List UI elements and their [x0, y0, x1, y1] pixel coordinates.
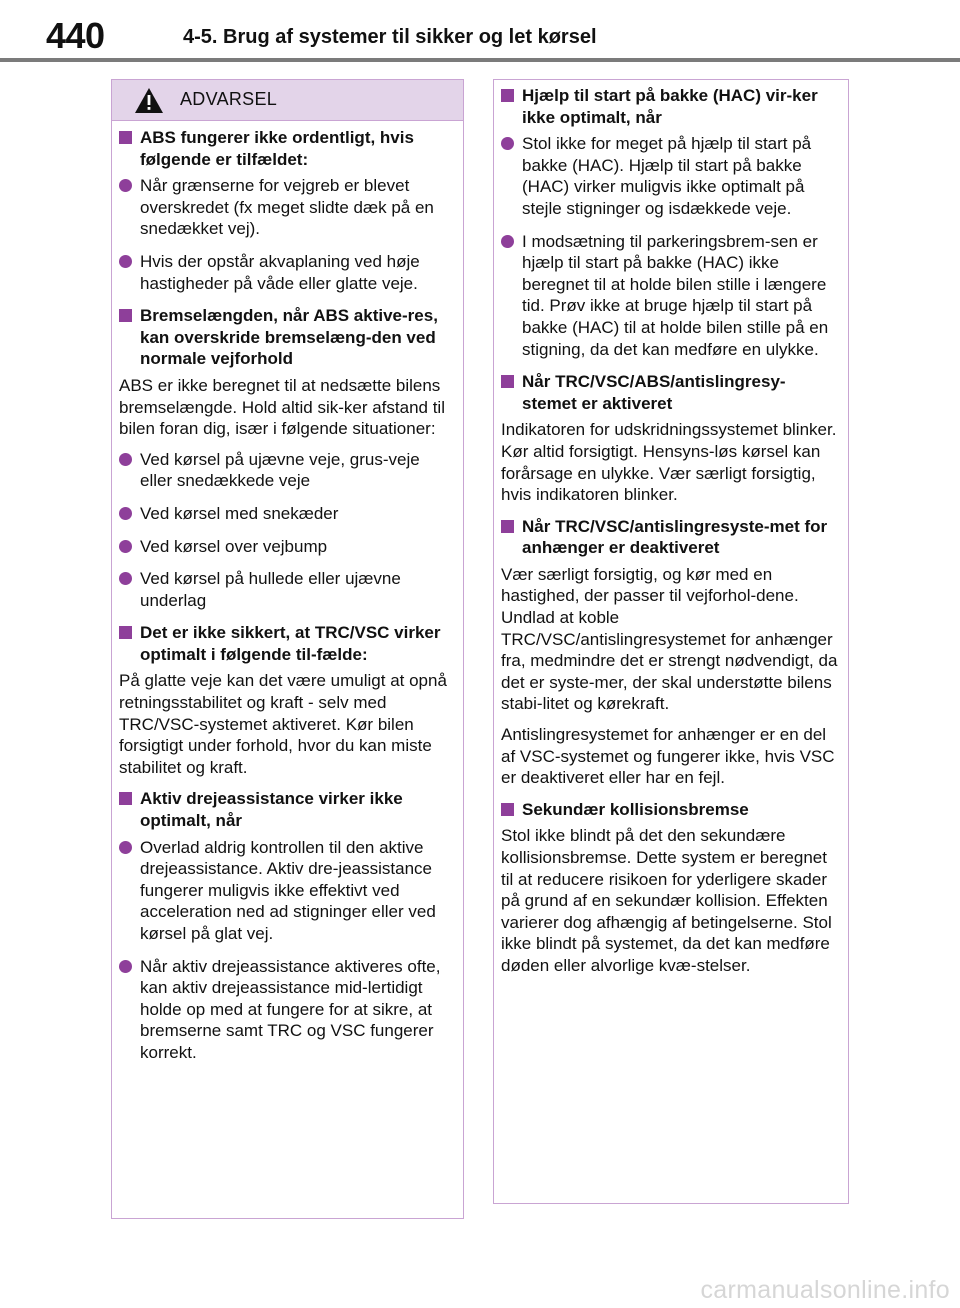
paragraph: Indikatoren for udskridningssystemet blinker. Kør altid forsigtigt. Hensyns-løs kørsel kan forårsage en ulykke. Vær særligt forsigtig, hvis indikatoren blinker. [501, 420, 837, 505]
page-header [0, 0, 960, 62]
paragraph: Antislingresystemet for anhænger er en del af VSC-systemet og fungerer ikke, hvis VSC er deaktiveret eller har en fejl. [501, 725, 835, 788]
paragraph: På glatte veje kan det være umuligt at opnå retningsstabilitet og kraft - selv med TRC/VSC-systemet aktiveret. Kør bilen forsigtigt under forhold, hvor du kan miste stabilitet og kraft. [119, 671, 447, 777]
square-bullet-icon [501, 375, 514, 388]
section-heading: Når TRC/VSC/ABS/antislingresy-stemet er aktiveret [501, 371, 838, 414]
warning-box-continued [493, 79, 849, 1204]
section-trc-deactivated [501, 516, 838, 789]
warning-header [112, 80, 463, 121]
paragraph: Vær særligt forsigtig, og kør med en hastighed, der passer til vejforhol-dene. Undlad at koble TRC/VSC/antislingresystemet for anhænger fra, medmindre det er strengt nødvendigt, da det er syste-mer, der skal understøtte bilens stabi-litet og kørekraft. [501, 564, 838, 714]
section-hac [501, 85, 838, 360]
warning-body-right [494, 80, 848, 977]
list-item: Ved kørsel på hullede eller ujævne underlag [119, 568, 453, 611]
warning-triangle-icon [134, 87, 164, 114]
section-heading: Hjælp til start på bakke (HAC) vir-ker ikke optimalt, når [501, 85, 838, 128]
section-heading: Når TRC/VSC/antislingresyste-met for anhænger er deaktiveret [501, 516, 838, 559]
square-bullet-icon [501, 89, 514, 102]
list-item: Ved kørsel på ujævne veje, grus-veje eller snedækkede veje [119, 449, 453, 492]
square-bullet-icon [119, 309, 132, 322]
round-bullet-icon [119, 540, 132, 553]
list-item: Når aktiv drejeassistance aktiveres ofte, kan aktiv drejeassistance mid-lertidigt holde op med at fungere for at sikre, at bremserne samt TRC og VSC fungerer korrekt. [119, 956, 453, 1064]
paragraph: ABS er ikke beregnet til at nedsætte bilens bremselængde. Hold altid sik-ker afstand til bilen foran dig, især i følgende situationer: [119, 375, 445, 439]
section-heading: Det er ikke sikkert, at TRC/VSC virker optimalt i følgende til-fælde: [119, 622, 453, 665]
section-heading: Bremselængden, når ABS aktive-res, kan overskride bremselæng-den ved normale vejforhold [119, 305, 453, 370]
list-item: Overlad aldrig kontrollen til den aktive drejeassistance. Aktiv dre-jeassistance fungerer muligvis ikke effektivt ved acceleration ned ad stigninger eller ved kørsel på glat vej. [119, 837, 453, 945]
round-bullet-icon [119, 841, 132, 854]
section-secondary-brake [501, 799, 838, 977]
round-bullet-icon [501, 137, 514, 150]
watermark: carmanualsonline.info [700, 1276, 950, 1304]
square-bullet-icon [119, 131, 132, 144]
square-bullet-icon [119, 626, 132, 639]
list-item: Ved kørsel over vejbump [119, 536, 453, 558]
warning-box [111, 79, 464, 1219]
square-bullet-icon [501, 520, 514, 533]
list-item: Ved kørsel med snekæder [119, 503, 453, 525]
list-item: Hvis der opstår akvaplaning ved høje hastigheder på våde eller glatte veje. [119, 251, 453, 294]
square-bullet-icon [119, 792, 132, 805]
round-bullet-icon [119, 507, 132, 520]
list-item: I modsætning til parkeringsbrem-sen er hjælp til start på bakke (HAC) ikke beregnet til at holde bilen stille i længere tid. Prøv ikke at bruge hjælp til start på bakke (HAC) til at holde bilen stille på en stigning, da det kan medføre en ulykke. [501, 231, 838, 361]
section-brake-distance [119, 305, 453, 611]
round-bullet-icon [501, 235, 514, 248]
section-abs [119, 127, 453, 294]
round-bullet-icon [119, 453, 132, 466]
warning-title: ADVARSEL [180, 89, 278, 109]
section-trc-vsc [119, 622, 453, 778]
round-bullet-icon [119, 572, 132, 585]
header-rule [0, 58, 960, 62]
warning-body-left [112, 121, 463, 1064]
page-number: 440 [46, 15, 105, 56]
section-heading: Aktiv drejeassistance virker ikke optimalt, når [119, 788, 453, 831]
round-bullet-icon [119, 960, 132, 973]
paragraph: Stol ikke blindt på det den sekundære kollisionsbremse. Dette system er beregnet til at reducere risikoen for yderligere skader på grund af en sekundær kollision. Effekten varierer dog afhængig af betingelserne. Stol ikke blindt på systemet, da det kan medføre døden eller alvorlige kvæ-stelser. [501, 826, 832, 975]
section-active-cornering [119, 788, 453, 1063]
chapter-title: 4-5. Brug af systemer til sikker og let kørsel [183, 26, 597, 48]
section-trc-active [501, 371, 838, 506]
square-bullet-icon [501, 803, 514, 816]
list-item: Når grænserne for vejgreb er blevet overskredet (fx meget slidte dæk på en snedækket vej). [119, 175, 453, 240]
list-item: Stol ikke for meget på hjælp til start på bakke (HAC). Hjælp til start på bakke (HAC) virker muligvis ikke optimalt på stejle stigninger og isdækkede veje. [501, 133, 838, 219]
section-heading: ABS fungerer ikke ordentligt, hvis følgende er tilfældet: [119, 127, 453, 170]
round-bullet-icon [119, 179, 132, 192]
section-heading: Sekundær kollisionsbremse [501, 799, 838, 821]
round-bullet-icon [119, 255, 132, 268]
